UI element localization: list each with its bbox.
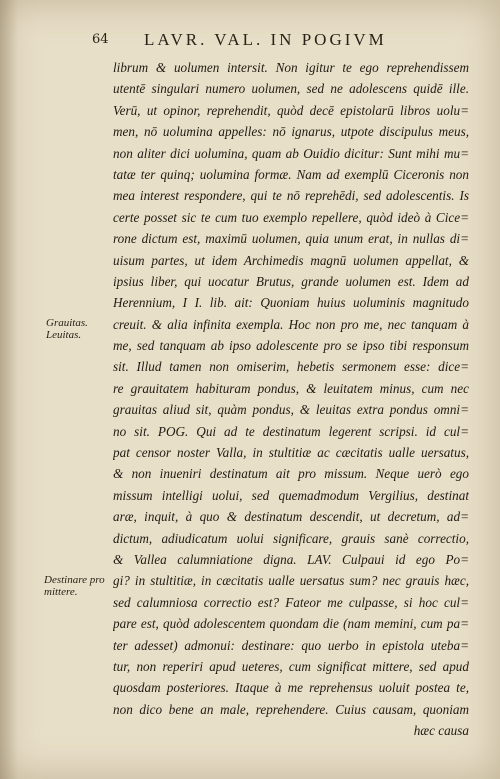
margin-note-grauitas	[46, 317, 112, 341]
text-line: librum & uolumen intersit. Non igitur te ego reprehendissem	[113, 60, 469, 75]
text-line: ter adesset) admonui: destinare: quo uerbo in epistola uteba=	[113, 637, 469, 653]
margin-note-line: Leuitas.	[46, 329, 82, 341]
running-head: LAVR. VAL. IN POGIVM	[144, 30, 387, 49]
text-line: gi? in stultitiæ, in cæcitatis ualle uersatus sum? nec grauis hæc,	[113, 573, 469, 589]
text-line: Herennium, I I. lib. ait: Quoniam huius uoluminis magnitudo	[113, 295, 469, 311]
page-number: 64	[92, 32, 109, 47]
body-text	[113, 57, 469, 742]
text-line: dictum, adiudicatum uolui significare, grauis sanè correctio,	[113, 530, 469, 546]
text-line: & non inueniri destinatum ait pro missum. Neque uerò ego	[113, 466, 469, 482]
margin-note-destinare	[44, 574, 114, 598]
margin-note-line: Destinare pro	[44, 574, 105, 586]
text-line: quosdam posteriores. Itaque à me reprehensus uoluit postea te,	[113, 680, 469, 696]
text-line: Verū, ut opinor, reprehendit, quòd decē epistolarū libros uolu=	[113, 102, 469, 118]
text-line: utentē singulari numero uolumen, sed ne adolescens quidē ille.	[113, 81, 469, 97]
text-line: ipsius liber, qui uocatur Brutus, grande uolumen est. Idem ad	[113, 273, 469, 289]
text-line: sit. Illud tamen non omiserim, hebetis sermonem esse: dice=	[113, 359, 469, 375]
text-line: pat censor noster Valla, in stultitiæ ac cæcitatis ualle uersatus,	[113, 445, 469, 461]
text-line: me, sed tanquam ab ipso adolescente pro se ipso tibi responsum	[113, 338, 469, 354]
text-line: men, nō uolumina appelles: nō ignarus, utpote discipulus meus,	[113, 124, 469, 140]
text-line: mea interest respondere, qui te nō reprehēdi, sed adolescentis. Is	[113, 188, 469, 204]
catchword: hæc causa	[413, 723, 469, 739]
margin-note-line: mittere.	[44, 586, 78, 598]
text-line: grauitas aliud sit, quàm pondus, & leuitas extra pondus omni=	[113, 402, 469, 418]
text-line: uisum partes, ut idem Archimedis magnū uolumen appellat, &	[113, 252, 469, 268]
text-line: creuit. & alia infinita exempla. Hoc non pro me, nec tanquam à	[113, 316, 469, 332]
text-line: aræ, inquit, à quo & destinatum descendit, ut decretum, ad=	[113, 509, 469, 525]
text-line: re grauitatem habituram pondus, & leuitatem minus, cum nec	[113, 380, 469, 396]
text-line: tatæ ter quinq; uolumina formæ. Nam ad exemplū Ciceronis non	[113, 166, 469, 182]
text-line: tur, non reperiri apud ueteres, cum significat mittere, sed apud	[113, 658, 469, 674]
text-line: non aliter dici uolumina, quam ab Ouidio dicitur: Sunt mihi mu=	[113, 145, 469, 161]
text-line: certe posset sic te cum tuo exemplo repellere, quòd ideò à Cice=	[113, 209, 469, 225]
margin-note-line: Grauitas.	[46, 317, 88, 329]
text-line: no sit. POG. Qui ad te destinatum legerent scripsi. id cul=	[113, 423, 469, 439]
text-line: missum intelligi uolui, sed quemadmodum Vergilius, destinat	[113, 487, 469, 503]
page-header	[92, 30, 472, 52]
text-line: sed calumniosa correctio est? Fateor me culpasse, si hoc cul=	[113, 594, 469, 610]
text-line: pare est, quòd adolescentem quondam die (nam memini, cum pa=	[113, 616, 469, 632]
text-line: non dico bene an male, reprehendere. Cuius causam, quoniam	[113, 701, 469, 717]
text-line: rone dictum est, maximū uolumen, quia unum erat, in nullas di=	[113, 231, 469, 247]
text-line: & Vallea calumniatione digna. LAV. Culpaui id ego Po=	[113, 551, 469, 567]
